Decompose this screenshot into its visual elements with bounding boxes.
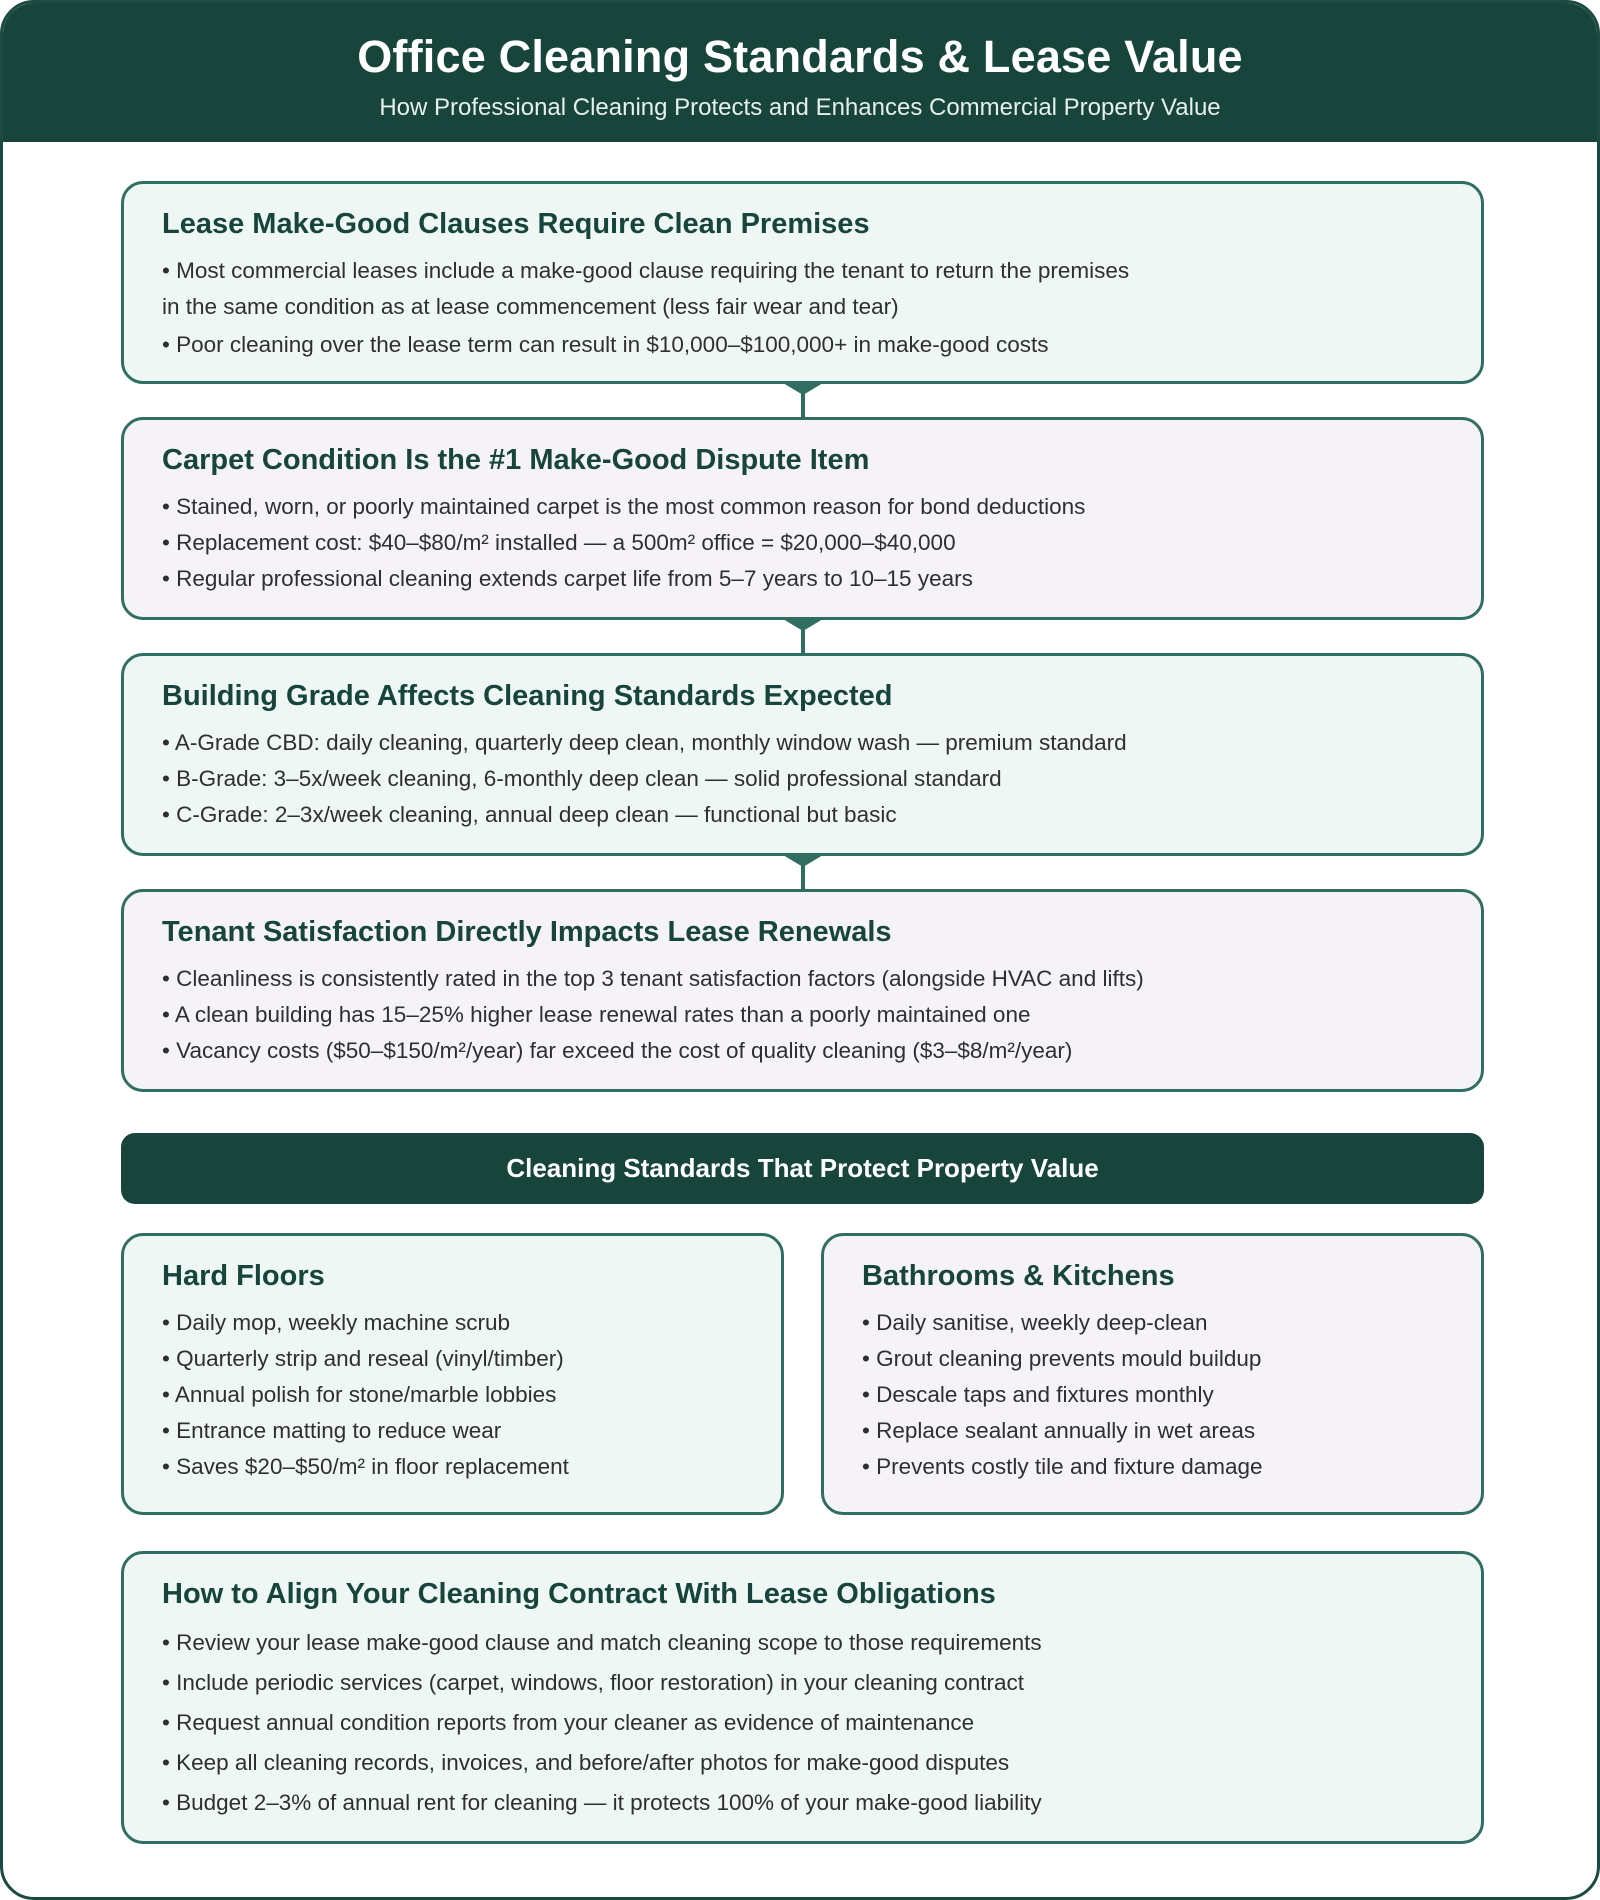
section-title: Building Grade Affects Cleaning Standards Expected [162,680,893,712]
bullet: • Annual polish for stone/marble lobbies [162,1382,557,1407]
bullet: • Entrance matting to reduce wear [162,1418,502,1443]
section-align-contract [121,1551,1484,1844]
section-title: Lease Make-Good Clauses Require Clean Premises [162,208,870,240]
bullet: • A clean building has 15–25% higher lease renewal rates than a poorly maintained one [162,1002,1031,1027]
bullet: • Most commercial leases include a make-good clause requiring the tenant to return the premises in the same condition as at lease commencement (less fair wear and tear) [162,258,1130,319]
bullet: • Review your lease make-good clause and match cleaning scope to those requirements [162,1630,1042,1655]
bullet: • Regular professional cleaning extends carpet life from 5–7 years to 10–15 years [162,566,973,591]
flow-connector [801,384,805,420]
bullet: • Descale taps and fixtures monthly [862,1382,1214,1407]
card-title: Bathrooms & Kitchens [862,1260,1175,1292]
bullet: • Daily mop, weekly machine scrub [162,1310,511,1335]
bullet: • Replace sealant annually in wet areas [862,1418,1256,1443]
section-title: Tenant Satisfaction Directly Impacts Lease Renewals [162,916,892,948]
bullet: • Keep all cleaning records, invoices, and before/after photos for make-good disputes [162,1750,1010,1775]
bullet: • Budget 2–3% of annual rent for cleaning — it protects 100% of your make-good liability [162,1790,1042,1815]
section-carpet [121,417,1484,620]
card-title: Hard Floors [162,1260,325,1292]
bullet: • Poor cleaning over the lease term can result in $10,000–$100,000+ in make-good costs [162,332,1049,357]
page-subtitle: How Professional Cleaning Protects and Enhances Commercial Property Value [379,94,1221,121]
bullet: • Quarterly strip and reseal (vinyl/timber) [162,1346,564,1371]
card-hard-floors [121,1233,784,1515]
bullet: • Saves $20–$50/m² in floor replacement [162,1454,569,1479]
standards-banner: Cleaning Standards That Protect Property Value [121,1133,1484,1204]
flow-connector [801,620,805,656]
section-title: How to Align Your Cleaning Contract With Lease Obligations [162,1578,996,1610]
bullet: • Daily sanitise, weekly deep-clean [862,1310,1208,1335]
bullet: • Replacement cost: $40–$80/m² installed — a 500m² office = $20,000–$40,000 [162,530,956,555]
section-tenant-satisfaction [121,889,1484,1092]
bullet: • Vacancy costs ($50–$150/m²/year) far exceed the cost of quality cleaning ($3–$8/m²/year) [162,1038,1073,1063]
page-title: Office Cleaning Standards & Lease Value [357,31,1243,82]
bullet: • Cleanliness is consistently rated in the top 3 tenant satisfaction factors (alongside HVAC and lifts) [162,966,1144,991]
flow-connector [801,856,805,892]
card-bathrooms-kitchens [821,1233,1484,1515]
bullet: • B-Grade: 3–5x/week cleaning, 6-monthly deep clean — solid professional standard [162,766,1002,791]
bullet: • Prevents costly tile and fixture damage [862,1454,1263,1479]
bullet: • Include periodic services (carpet, windows, floor restoration) in your cleaning contract [162,1670,1025,1695]
bullet: • C-Grade: 2–3x/week cleaning, annual deep clean — functional but basic [162,802,897,827]
section-title: Carpet Condition Is the #1 Make-Good Dispute Item [162,444,870,476]
bullet: • Stained, worn, or poorly maintained carpet is the most common reason for bond deductions [162,494,1086,519]
bullet: • A-Grade CBD: daily cleaning, quarterly deep clean, monthly window wash — premium standard [162,730,1127,755]
header [3,3,1597,142]
section-make-good [121,181,1484,384]
bullet: • Request annual condition reports from your cleaner as evidence of maintenance [162,1710,975,1735]
section-building-grade [121,653,1484,856]
bullet: • Grout cleaning prevents mould buildup [862,1346,1262,1371]
